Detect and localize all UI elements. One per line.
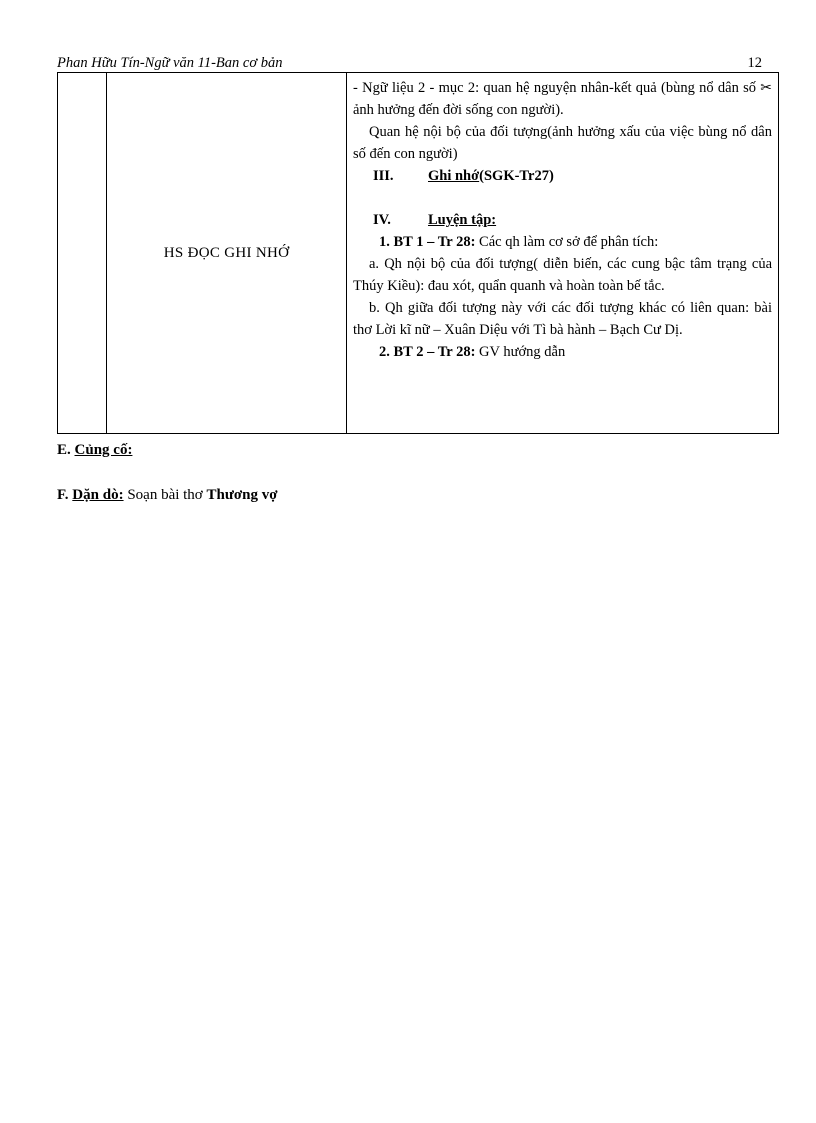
scissors-icon: ✂ (760, 80, 772, 96)
table-cell-content (347, 73, 779, 434)
section-dan-do: F. Dặn dò: Soạn bài thơ Thương vợ (57, 487, 278, 503)
heading-ghi-nho: III. Ghi nhớ(SGK-Tr27) (373, 168, 554, 184)
item-a: a. Qh nội bộ của đối tượng( diễn biến, các cung bậc tâm trạng của Thúy Kiều): đau xót, quẩn quanh và hoàn toàn bế tắc. (353, 256, 772, 294)
exercise-2: 2. BT 2 – Tr 28: GV hướng dẫn (379, 344, 566, 360)
page-header (57, 54, 762, 73)
section-cung-co: E. Củng cố: (57, 442, 133, 458)
table-cell-empty (58, 73, 107, 434)
lesson-table (57, 72, 779, 434)
activity-label: HS ĐỌC GHI NHỚ (163, 245, 290, 261)
content-line-ngu-lieu: - Ngữ liệu 2 - mục 2: quan hệ nguyện nhân-kết quả (bùng nổ dân số ✂ ảnh hưởng đến đời sống con người). (353, 80, 772, 118)
page-number: 12 (747, 55, 762, 71)
table-cell-activity (107, 73, 347, 434)
exercise-1: 1. BT 1 – Tr 28: Các qh làm cơ sở để phân tích: (379, 234, 659, 250)
item-b: b. Qh giữa đối tượng này với các đối tượng khác có liên quan: bài thơ Lời kĩ nữ – Xuân Diệu với Tì bà hành – Bạch Cư Dị. (353, 300, 772, 338)
heading-luyen-tap: IV. Luyện tập: (373, 212, 497, 228)
header-title: Phan Hữu Tín-Ngữ văn 11-Ban cơ bản (57, 55, 283, 71)
content-line-quan-he: Quan hệ nội bộ của đối tượng(ảnh hưởng xấu của việc bùng nổ dân số đến con người) (353, 124, 772, 162)
table-row (58, 73, 779, 434)
